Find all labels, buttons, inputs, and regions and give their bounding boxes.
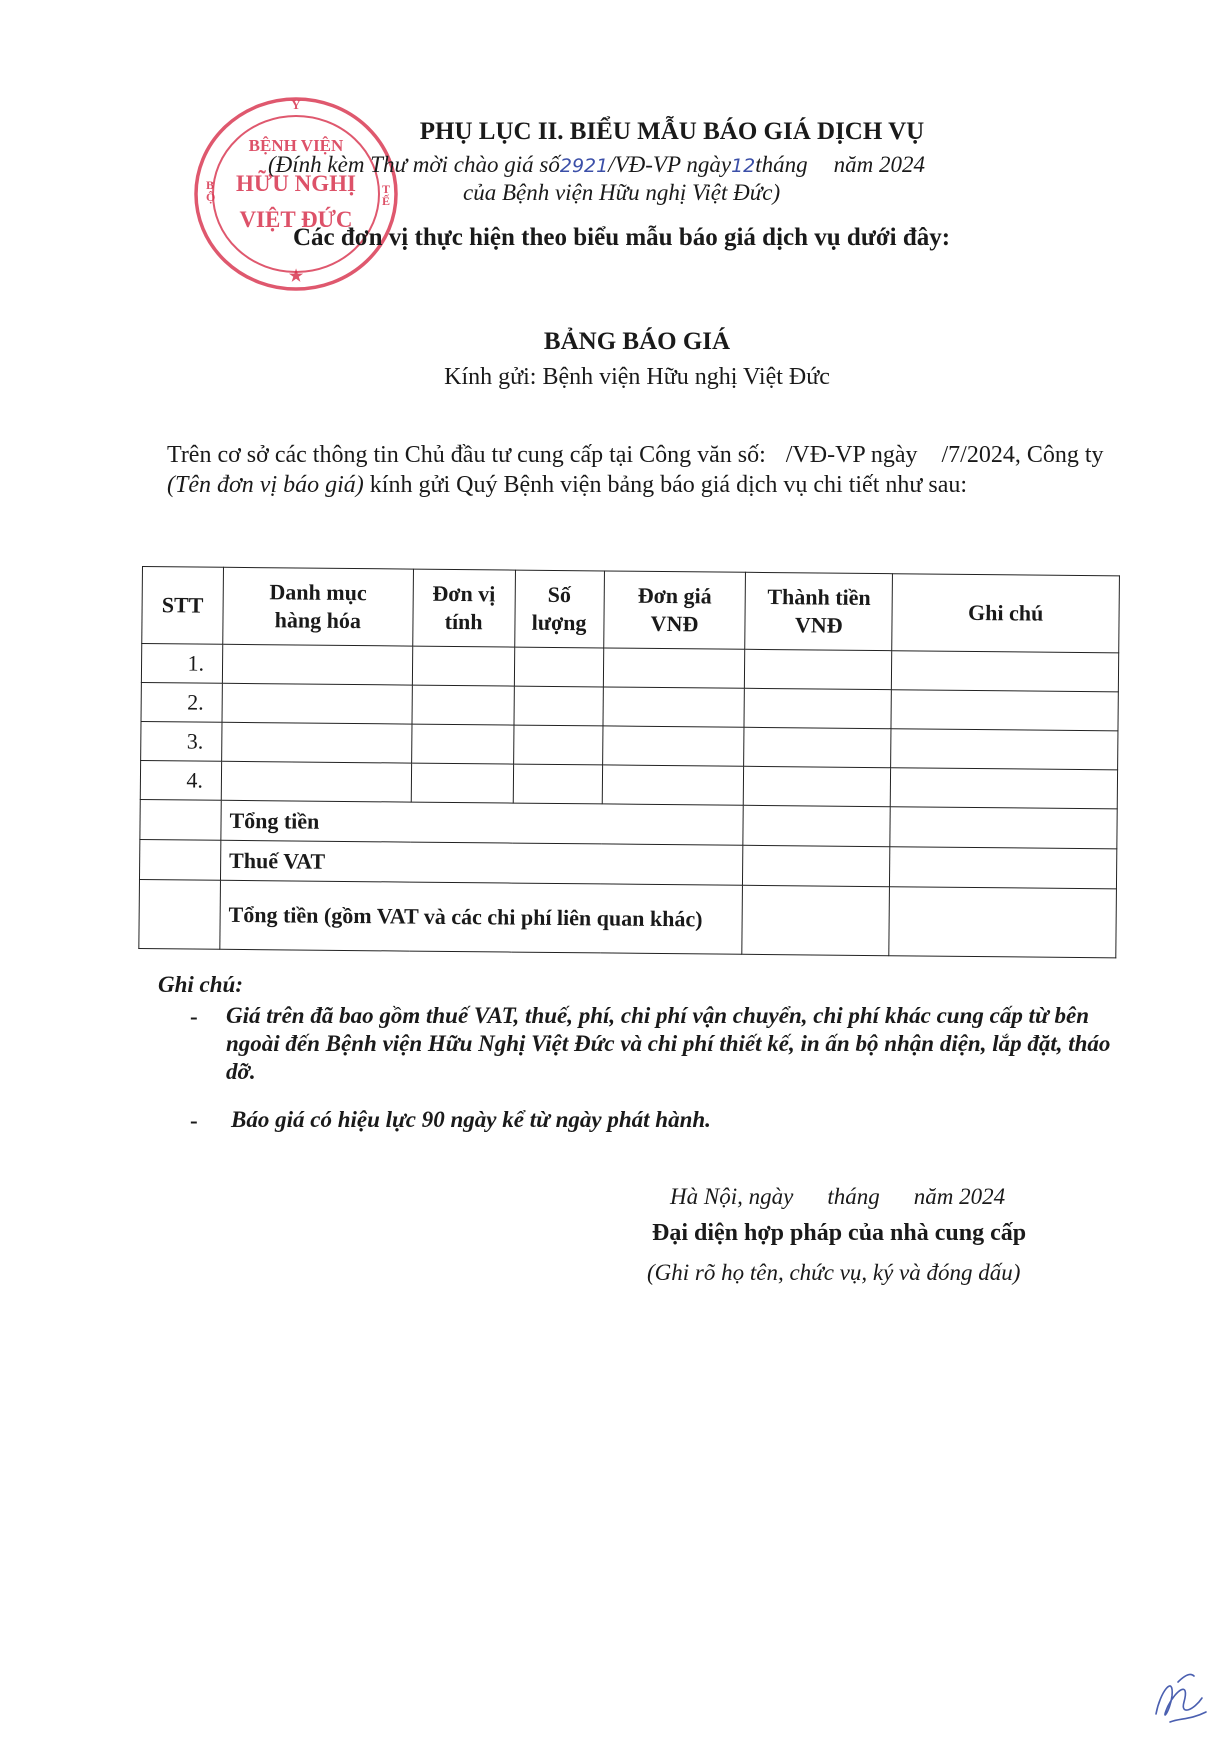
sign-place-day: Hà Nội, ngày (670, 1184, 794, 1209)
cell-unit[interactable] (411, 724, 513, 764)
cell-item[interactable] (222, 683, 412, 724)
svg-text:★: ★ (288, 268, 304, 285)
signature-date-line (670, 1184, 1005, 1210)
cell-unit[interactable] (412, 646, 514, 686)
quotation-table (138, 566, 1120, 958)
grand-total-row (139, 879, 1117, 957)
ref-year: năm 2024 (833, 152, 926, 177)
svg-text:BỆNH VIỆN: BỆNH VIỆN (248, 136, 344, 155)
ref-code: /VĐ-VP ngày (608, 152, 732, 177)
cell-amount[interactable] (744, 727, 891, 767)
intro-text-c: /7/2024, (941, 442, 1021, 468)
cell-amount[interactable] (744, 688, 891, 728)
sign-month: tháng (827, 1184, 880, 1209)
vat-label: Thuế VAT (220, 840, 743, 885)
quotation-title: BẢNG BÁO GIÁ (543, 328, 731, 355)
vat-amount-cell[interactable] (743, 845, 890, 886)
svg-text:T: T (382, 182, 391, 196)
header-item: Danh mục hàng hóa (223, 567, 413, 646)
ref-prefix: (Đính kèm Thư mời chào giá số (268, 152, 560, 177)
total-label: Tổng tiền (221, 800, 744, 845)
cell-amount[interactable] (744, 766, 891, 806)
cell-unit[interactable] (412, 685, 514, 725)
cell-note[interactable] (891, 690, 1118, 731)
cell-quantity[interactable] (513, 764, 602, 804)
intro-paragraph (167, 440, 1122, 500)
handwritten-day: 12 (731, 155, 756, 177)
cell-unit-price[interactable] (602, 726, 744, 766)
total-note-cell[interactable] (890, 807, 1117, 849)
vat-stt-cell (139, 839, 220, 880)
cell-note[interactable] (892, 651, 1119, 692)
handwritten-signature (1150, 1662, 1212, 1732)
header-unit: Đơn vị tính (412, 569, 515, 647)
intro-text-b: /VĐ-VP ngày (785, 442, 918, 468)
cell-item[interactable] (221, 761, 411, 802)
cell-note[interactable] (891, 729, 1118, 770)
row-stt: 3. (141, 721, 222, 761)
note-item: Giá trên đã bao gồm thuế VAT, thuế, phí, chi phí vận chuyển, chi phí khác cung cấp từ bên ngoài đến Bệnh viện Hữu Nghị Việt Đức và chi phí thiết kế, in ấn bộ nhận diện, lắp đặt, tháo dỡ. (226, 1003, 1111, 1084)
cell-quantity[interactable] (514, 647, 603, 687)
cell-note[interactable] (891, 768, 1118, 809)
header-note: Ghi chú (892, 574, 1119, 653)
signature-instruction: (Ghi rõ họ tên, chức vụ, ký và đóng dấu) (647, 1260, 1021, 1285)
cell-item[interactable] (222, 644, 412, 685)
row-stt: 4. (140, 760, 221, 800)
cell-unit[interactable] (411, 763, 513, 803)
handwritten-document-number: 2921 (559, 155, 609, 177)
attachment-issuer-line: của Bệnh viện Hữu nghị Việt Đức) (463, 180, 781, 205)
cell-unit-price[interactable] (603, 648, 745, 688)
cell-unit-price[interactable] (603, 687, 745, 727)
intro-company-placeholder: (Tên đơn vị báo giá) (167, 472, 364, 498)
note-bullet-dash: - (190, 1108, 198, 1133)
total-stt-cell (140, 799, 221, 840)
cell-quantity[interactable] (513, 725, 602, 765)
cell-quantity[interactable] (514, 686, 603, 726)
grand-total-label: Tổng tiền (gồm VAT và các chi phí liên quan khác) (220, 880, 743, 954)
svg-text:HỮU NGHỊ: HỮU NGHỊ (236, 171, 356, 196)
quotation-recipient: Kính gửi: Bệnh viện Hữu nghị Việt Đức (444, 364, 830, 390)
table-header-row (142, 567, 1120, 653)
vat-note-cell[interactable] (890, 847, 1117, 889)
grand-total-stt-cell (139, 879, 221, 949)
svg-text:B: B (206, 178, 215, 192)
note-bullet-dash: - (190, 1004, 198, 1029)
cell-item[interactable] (222, 722, 412, 763)
attachment-reference-line (268, 152, 925, 178)
svg-text:VIỆT ĐỨC: VIỆT ĐỨC (239, 207, 353, 232)
cell-amount[interactable] (745, 649, 892, 689)
row-stt: 2. (141, 682, 222, 722)
header-stt: STT (142, 567, 224, 645)
appendix-title: PHỤ LỤC II. BIỂU MẪU BÁO GIÁ DỊCH VỤ (419, 118, 925, 145)
row-stt: 1. (141, 644, 222, 684)
legal-representative-label: Đại diện hợp pháp của nhà cung cấp (652, 1220, 1027, 1246)
intro-text-a: Trên cơ sở các thông tin Chủ đầu tư cung cấp tại Công văn số: (167, 442, 766, 468)
header-quantity: Số lượng (514, 570, 604, 648)
svg-text:Ế: Ế (382, 194, 391, 208)
ref-month: tháng (755, 152, 808, 177)
intro-text-e: kính gửi Quý Bệnh viện bảng báo giá dịch vụ chi tiết như sau: (369, 472, 968, 498)
cell-unit-price[interactable] (602, 765, 744, 805)
notes-title: Ghi chú: (158, 972, 243, 997)
note-item: Báo giá có hiệu lực 90 ngày kể từ ngày phát hành. (231, 1107, 711, 1132)
svg-text:Ộ: Ộ (206, 190, 216, 204)
intro-text-d: Công ty (1026, 442, 1104, 468)
svg-text:Y: Y (291, 97, 301, 112)
grand-total-note-cell[interactable] (889, 887, 1116, 958)
instruction-text: Các đơn vị thực hiện theo biểu mẫu báo giá dịch vụ dưới đây: (293, 224, 951, 251)
total-amount-cell[interactable] (743, 805, 890, 846)
header-unit-price: Đơn giá VNĐ (603, 571, 746, 649)
grand-total-amount-cell[interactable] (742, 885, 890, 955)
header-amount: Thành tiền VNĐ (745, 572, 893, 650)
sign-year: năm 2024 (913, 1184, 1006, 1209)
